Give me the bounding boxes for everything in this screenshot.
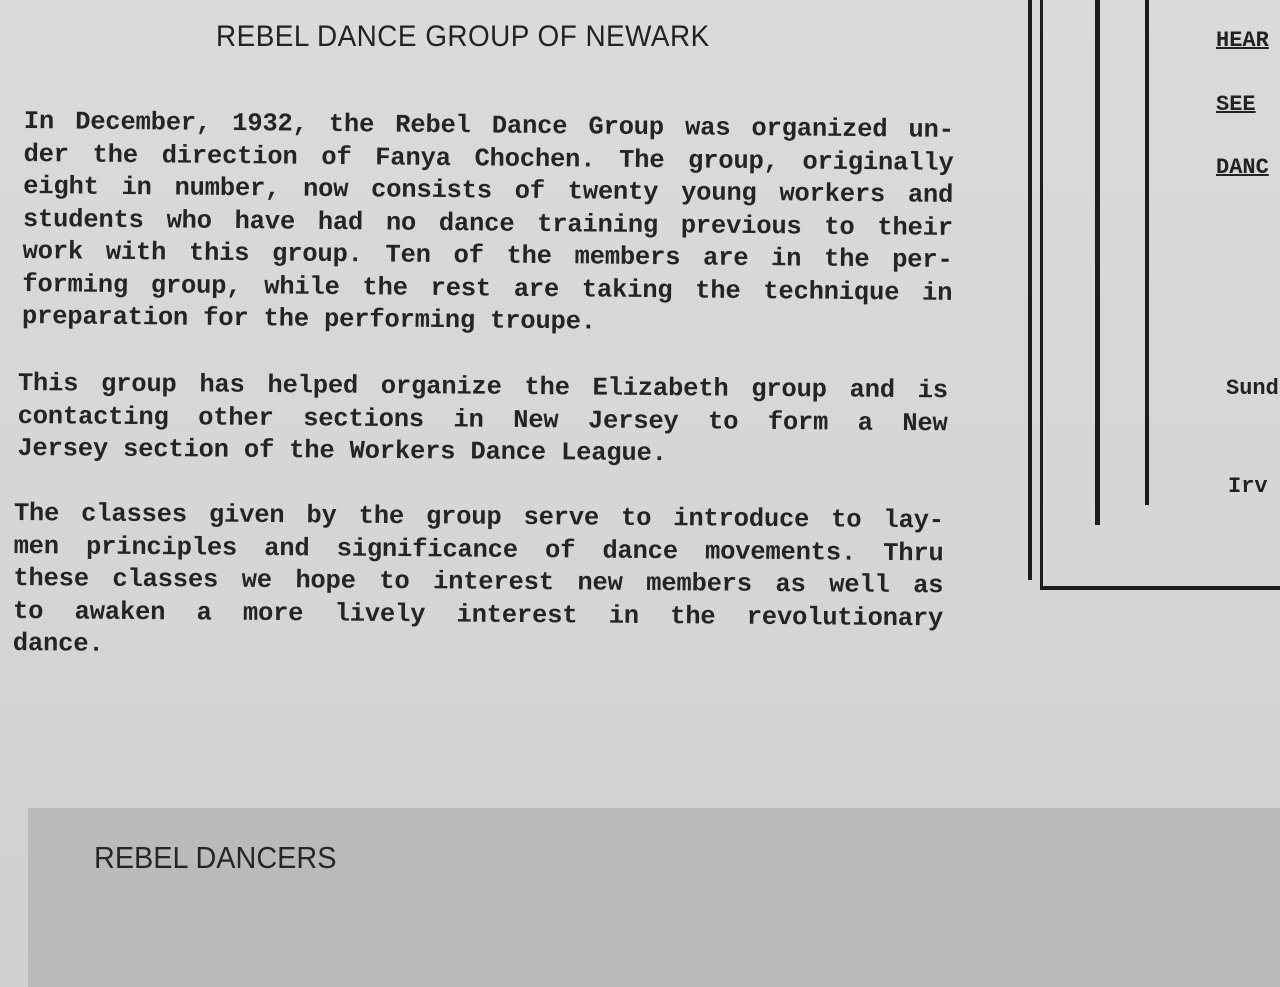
text-line: der the direction of Fanya Chochen. The group, originally <box>23 139 954 178</box>
form-border-left <box>1040 0 1043 590</box>
side-label-hear: HEAR <box>1216 28 1269 53</box>
text-line: This group has helped organize the Elizabeth group and is <box>17 368 948 406</box>
text-line: to awaken a more lively interest in the revolutionary <box>12 596 944 633</box>
page-heading: REBEL DANCE GROUP OF NEWARK <box>216 20 710 53</box>
text-line: work with this group. Ten of the members are in the per- <box>22 236 953 275</box>
text-line: these classes we hope to interest new members as well as <box>13 563 944 601</box>
bottom-band <box>28 808 1280 987</box>
side-fragment-irv: Irv <box>1228 474 1268 499</box>
band-title: REBEL DANCERS <box>94 840 337 875</box>
text-line: dance. <box>12 628 104 659</box>
text-line: preparation for the performing troupe. <box>21 301 596 337</box>
form-divider-line <box>1145 0 1149 505</box>
paragraph-organizing <box>17 368 948 473</box>
text-line: men principles and significance of dance movements. Thru <box>13 531 944 568</box>
form-border-bottom <box>1040 586 1280 590</box>
side-label-dance: DANC <box>1216 155 1269 180</box>
paragraph-classes <box>13 498 944 668</box>
text-line: Jersey section of the Workers Dance League. <box>17 433 667 469</box>
text-line: The classes given by the group serve to introduce to lay- <box>13 498 944 536</box>
side-label-see: SEE <box>1216 92 1256 117</box>
text-line: forming group, while the rest are taking the technique in <box>22 269 953 308</box>
text-line: contacting other sections in New Jersey to form a New <box>17 401 948 438</box>
paragraph-history <box>22 106 954 342</box>
text-line: eight in number, now consists of twenty young workers and <box>23 171 954 210</box>
text-line: In December, 1932, the Rebel Dance Group was organized un- <box>23 106 954 145</box>
side-fragment-sunday: Sund <box>1226 376 1279 401</box>
form-divider-line <box>1095 0 1100 525</box>
text-line: students who have had no dance training previous to their <box>22 204 954 243</box>
form-divider-line <box>1028 0 1032 580</box>
